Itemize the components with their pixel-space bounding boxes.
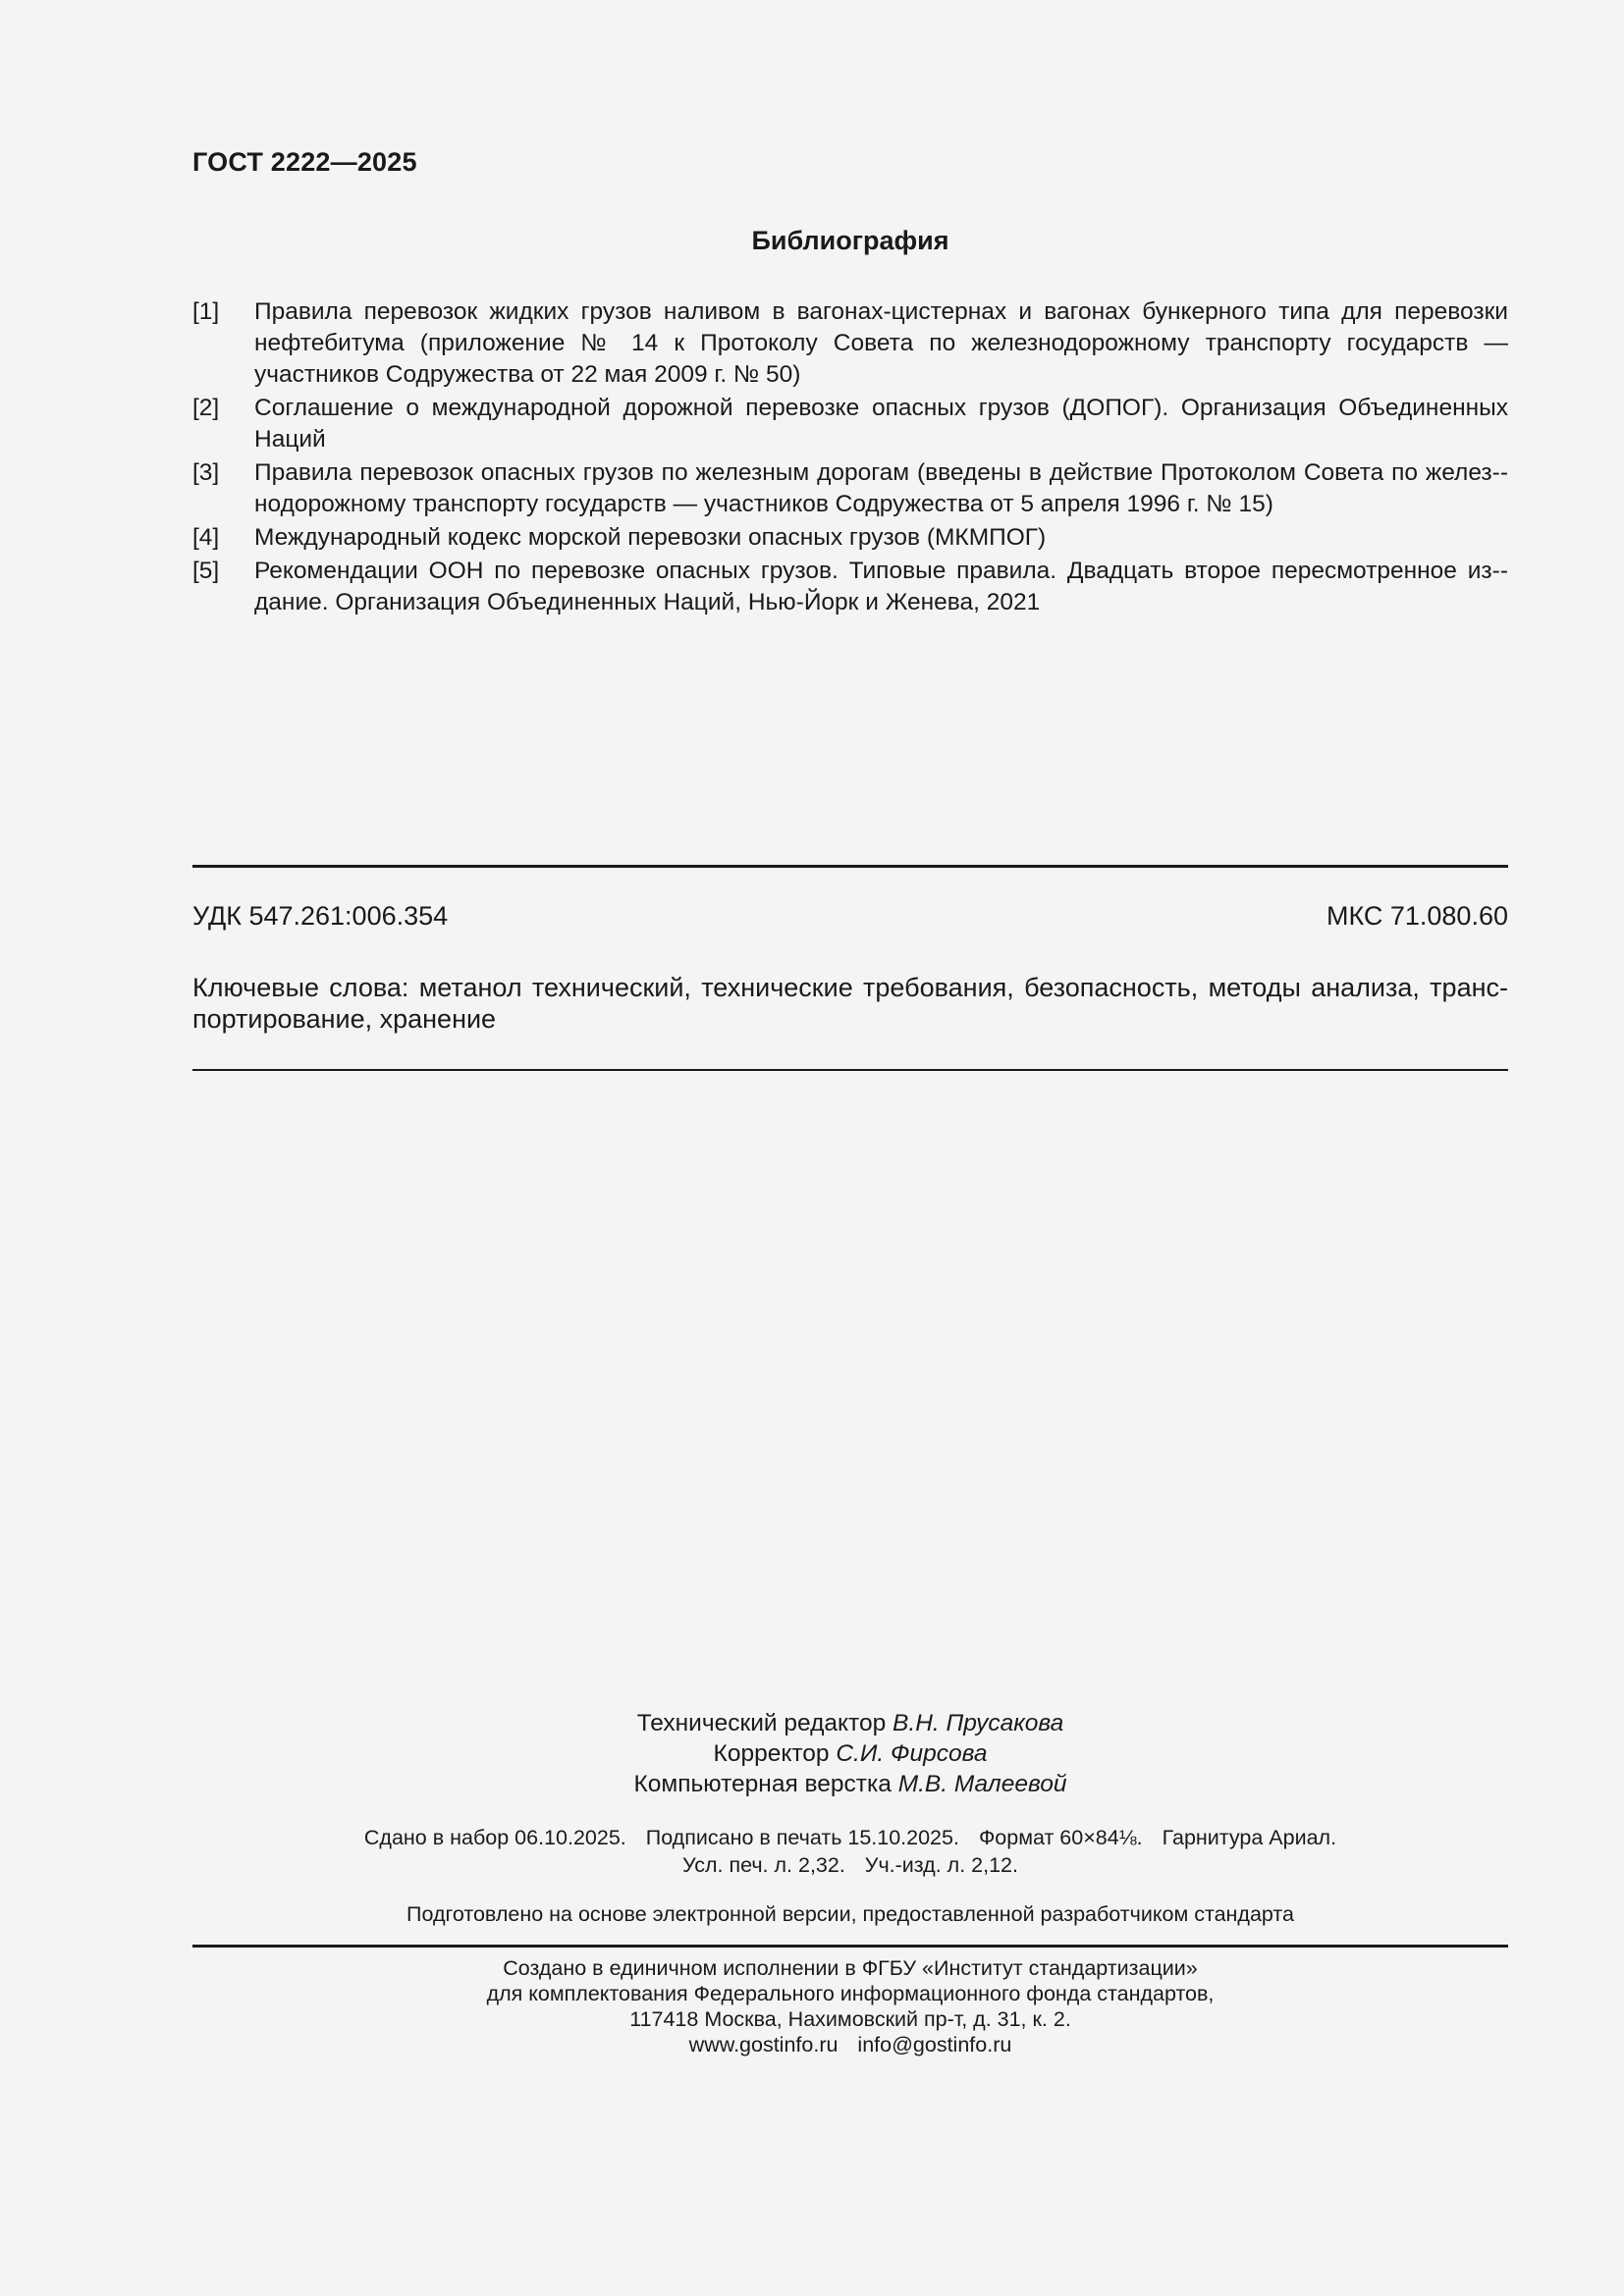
print-info-line-2 bbox=[192, 1851, 1508, 1879]
bibliography-item-text: Рекомендации ООН по перевозке опасных грузов. Типовые правила. Двадцать второе пересмотренное из-дание. Организация Объединенных Наций, Нью-Йорк и Женева, 2021 bbox=[254, 558, 1508, 615]
layout-label: Компьютерная верстка bbox=[633, 1771, 892, 1797]
tech-editor-label: Технический редактор bbox=[636, 1710, 887, 1736]
bibliography-item bbox=[192, 393, 1508, 455]
bibliography-item-number: [4] bbox=[192, 524, 220, 551]
paper-format: Формат 60×84⅛. bbox=[978, 1826, 1143, 1849]
credits-block bbox=[192, 1708, 1508, 1799]
document-code: ГОСТ 2222—2025 bbox=[192, 147, 417, 177]
bibliography-list bbox=[192, 296, 1508, 620]
publisher-line-1: Создано в единичном исполнении в ФГБУ «Институт стандартизации» bbox=[503, 1956, 1198, 1980]
publisher-address: 117418 Москва, Нахимовский пр-т, д. 31, к. 2. bbox=[629, 2007, 1071, 2031]
corrector-line bbox=[192, 1738, 1508, 1769]
bibliography-item-number: [1] bbox=[192, 298, 220, 325]
udk-code: УДК 547.261:006.354 bbox=[192, 901, 449, 931]
publisher-contacts bbox=[192, 2032, 1508, 2057]
document-page bbox=[192, 0, 1508, 2296]
publisher-block bbox=[192, 1955, 1508, 2057]
bibliography-item-text: Соглашение о международной дорожной перевозке опасных грузов (ДОПОГ). Организация Объединенных Наций bbox=[254, 395, 1508, 453]
bibliography-title: Библиография bbox=[751, 226, 949, 255]
layout-line bbox=[192, 1769, 1508, 1799]
typeface: Гарнитура Ариал. bbox=[1162, 1826, 1337, 1849]
tech-editor-name: В.Н. Прусакова bbox=[893, 1710, 1064, 1736]
publisher-top-rule bbox=[192, 1945, 1508, 1948]
conventional-sheets: Усл. печ. л. 2,32. bbox=[682, 1853, 845, 1877]
submitted-date: Сдано в набор 06.10.2025. bbox=[363, 1826, 626, 1849]
bibliography-item-number: [3] bbox=[192, 459, 220, 486]
keywords: Ключевые слова: метанол технический, технические требования, безопасность, методы анализа, транс-портирование, хранение bbox=[192, 973, 1508, 1034]
corrector-label: Корректор bbox=[713, 1740, 830, 1767]
print-info bbox=[192, 1824, 1508, 1879]
classification-bottom-rule bbox=[192, 1069, 1508, 1071]
publication-sheets: Уч.-изд. л. 2,12. bbox=[864, 1853, 1018, 1877]
bibliography-item-text: Международный кодекс морской перевозки опасных грузов (МКМПОГ) bbox=[254, 524, 1047, 551]
bibliography-item bbox=[192, 522, 1508, 554]
classification-top-rule bbox=[192, 865, 1508, 868]
website-link[interactable]: www.gostinfo.ru bbox=[688, 2033, 839, 2056]
mks-code: МКС 71.080.60 bbox=[1326, 901, 1508, 931]
bibliography-item bbox=[192, 457, 1508, 520]
bibliography-item-number: [2] bbox=[192, 395, 220, 421]
bibliography-item-number: [5] bbox=[192, 558, 220, 584]
print-info-line-1 bbox=[192, 1824, 1508, 1851]
bibliography-item-text: Правила перевозок опасных грузов по железным дорогам (введены в действие Протоколом Совета по желез-нодорожному транспорту государств — участников Содружества от 5 апреля 1996 г. № 15) bbox=[254, 459, 1508, 517]
tech-editor-line bbox=[192, 1708, 1508, 1738]
corrector-name: С.И. Фирсова bbox=[836, 1740, 988, 1767]
email-link[interactable]: info@gostinfo.ru bbox=[857, 2033, 1012, 2056]
prepared-note: Подготовлено на основе электронной версии, предоставленной разработчиком стандарта bbox=[406, 1902, 1294, 1926]
layout-name: М.В. Малеевой bbox=[897, 1771, 1067, 1797]
signed-date: Подписано в печать 15.10.2025. bbox=[645, 1826, 959, 1849]
bibliography-item bbox=[192, 556, 1508, 618]
bibliography-item-text: Правила перевозок жидких грузов наливом в вагонах-цистернах и вагонах бункерного типа для перевозки нефтебитума (приложение № 14 к Протоколу Совета по железнодорожному транспорту государств — участников Содружества от 22 мая 2009 г. № 50) bbox=[254, 298, 1508, 388]
bibliography-item bbox=[192, 296, 1508, 391]
publisher-line-2: для комплектования Федерального информационного фонда стандартов, bbox=[486, 1982, 1215, 2005]
